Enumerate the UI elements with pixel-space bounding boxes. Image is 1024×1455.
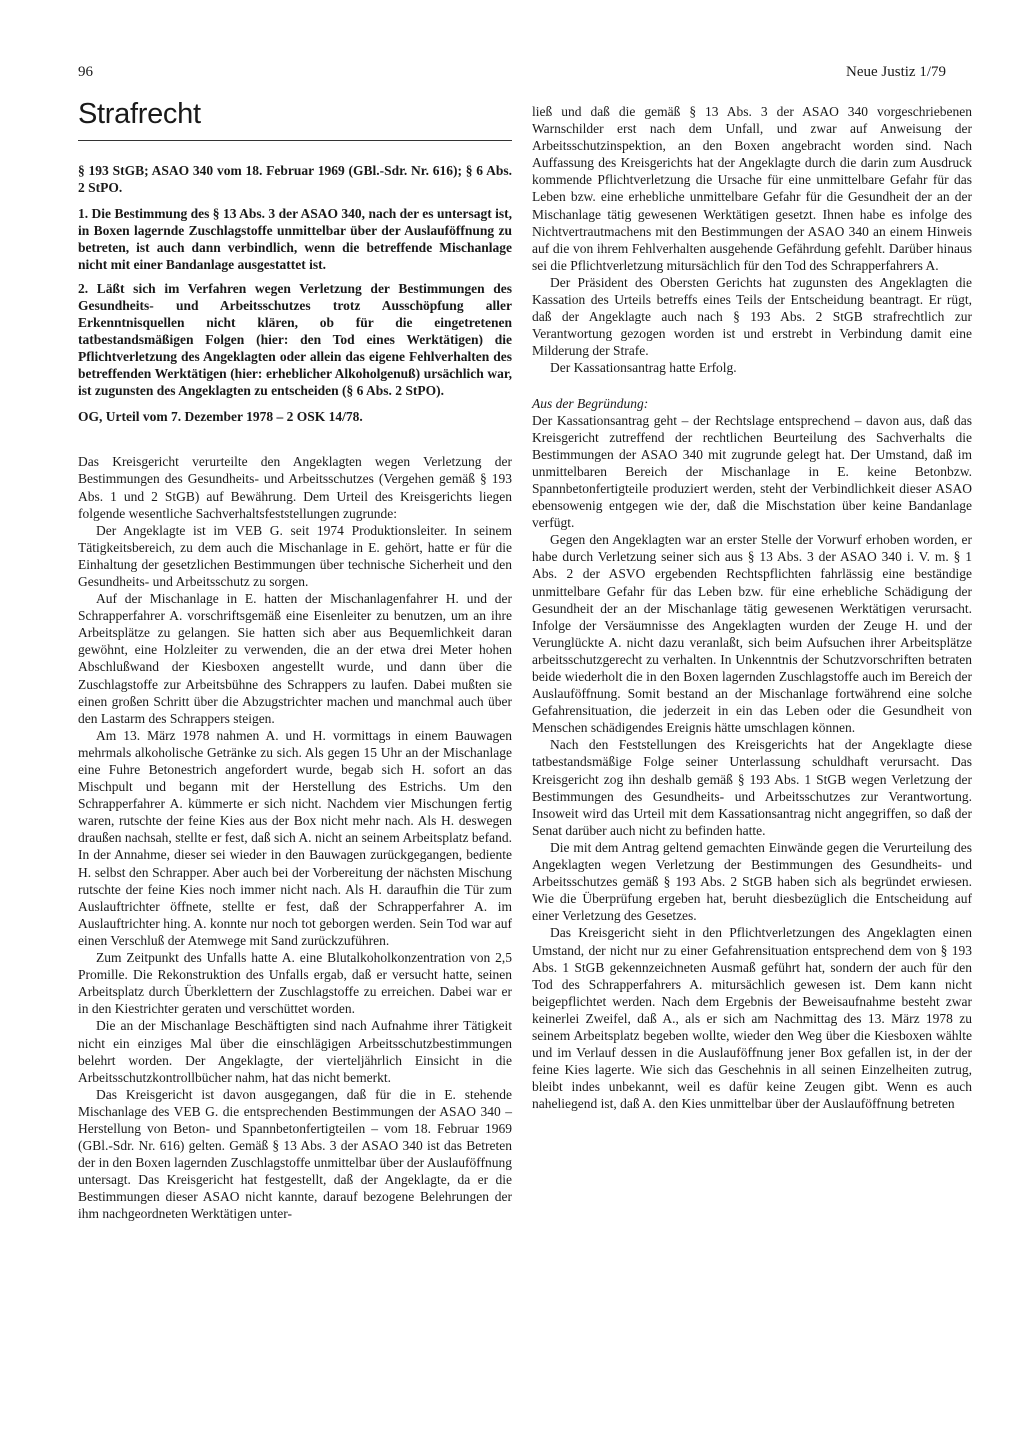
body-paragraph: Am 13. März 1978 nahmen A. und H. vormittags in einem Bauwagen mehrmals alkoholische Getränke zu sich. Als gegen 15 Uhr an der Mischanlage eine Fuhre Betonestrich angefordert wurde, begab sich H. sofort an das Mischpult und begann mit der Herstellung des Estrichs. Um den Schrapperfahrer A. kümmerte er sich nicht. Nachdem vier Mischungen fertig waren, rutschte der feine Kies aus der Box nicht mehr nach. Als H. deswegen draußen nachsah, stellte er fest, daß sich A. nicht an seinem Arbeitsplatz befand. In der Annahme, dieser sei wieder in den Bauwagen zurückgegangen, bediente H. selbst den Schrapper. Aber auch bei der Vorbereitung der nächsten Mischung rutschte der feine Kies noch immer nicht nach. Als H. daraufhin die Tür zum Auslauftrichter öffnete, stellte er fest, daß der Schrapperfahrer A. im Auslauftrichter hing. A. konnte nur noch tot geborgen werden. Sein Tod war auf einen Verschluß der Atemwege mit Sand zurückzuführen. <box>78 727 512 948</box>
legal-citation: § 193 StGB; ASAO 340 vom 18. Februar 1969 (GBl.-Sdr. Nr. 616); § 6 Abs. 2 StPO. <box>78 163 512 196</box>
body-paragraph: Das Kreisgericht sieht in den Pflichtverletzungen des Angeklagten einen Umstand, der nicht nur zu einer Gefahrensituation entsprechend dem von § 193 Abs. 1 StGB gekennzeichneten Ausmaß geführt hat, sondern der auch für den Tod des Schrapperfahrers A. mitursächlich gewesen ist. Dem kann nicht beigepflichtet werden. Nach dem Ergebnis der Beweisaufnahme besteht zwar keinerlei Zweifel, daß A., als er sich am Nachmittag des 13. März 1978 zu seinem Arbeitsplatz begeben wollte, wieder den Weg über die Kiesboxen wählte und im Verlauf dessen in die Auslauföffnung jener Box gefallen ist, in der der feine Kies lagerte. Wie sich das Geschehnis in all seinen Einzelheiten zutrug, bleibt indes unbekannt, weil es dafür keine Zeugen gibt. Wenn es auch naheliegend ist, daß A. den Kies unmittelbar über der Auslauföffnung betreten <box>532 925 972 1112</box>
body-paragraph: Die an der Mischanlage Beschäftigten sind nach Aufnahme ihrer Tätigkeit nicht ein einziges Mal über die einschlägigen Arbeitsschutzbestimmungen belehrt worden. Der Angeklagte, der vierteljährlich Einsicht in die Arbeitsschutzkontrollbücher nahm, hat das nicht bemerkt. <box>78 1018 512 1085</box>
body-paragraph: Auf der Mischanlage in E. hatten der Mischanlagenfahrer H. und der Schrapperfahrer A. vorschriftsgemäß eine Eisenleiter zu benutzen, um an ihre Arbeitsplätze zu gelangen. Sie hatten sich aber aus Bequemlichkeit daran gewöhnt, eine Holzleiter zu verwenden, die an der etwa drei Meter hohen Abschlußwand der Kiesboxen angestellt wurde, und dann über die Zuschlagstoffe zur Arbeitsbühne des Schrappers zu laufen. Dabei mußten sie einen großen Schritt über die Abzugstrichter machen und manchmal auch über den Lastarm des Schrappers steigen. <box>78 591 512 726</box>
body-paragraph: Der Präsident des Obersten Gerichts hat zugunsten des Angeklagten die Kassation des Urteils betreffs eines Teils der Entscheidung beantragt. Er rügt, daß der Angeklagte auch nach § 193 Abs. 2 StGB strafrechtlich zur Verantwortung gezogen worden ist und erstrebt in Verbindung damit eine Milderung der Strafe. <box>532 274 972 359</box>
page-number: 96 <box>78 64 93 80</box>
reasons-heading: Aus der Begründung: <box>532 395 649 411</box>
body-paragraph: Die mit dem Antrag geltend gemachten Einwände gegen die Verurteilung des Angeklagten wegen Verletzung der Bestimmungen des Gesundheits- und Arbeitsschutzes gemäß § 193 Abs. 2 StGB haben sich als begründet erwiesen. Wie die Überprüfung ergeben hat, beruht diesbezüglich die Entscheidung auf einer Verletzung des Gesetzes. <box>532 839 972 924</box>
body-paragraph: Gegen den Angeklagten war an erster Stelle der Vorwurf erhoben worden, er habe durch Verletzung seiner sich aus § 13 Abs. 3 der ASAO 340 i. V. m. § 1 Abs. 2 der ASVO ergebenden Rechtspflichten fahrlässig eine beständige unmittelbare Gefahr für das Leben bzw. für eine erhebliche Schädigung der Gesundheit der an der Mischanlage tätig gewesenen Werktätigen verursacht. Infolge der Versäumnisse des Angeklagten wurden der Zeuge H. und der Verunglückte A. nicht dazu veranlaßt, sich beim Aufsuchen ihrer Arbeitsplätze arbeitsschutzgerecht zu verhalten. In Unkenntnis der Schutzvorschriften betraten beide wiederholt die in den Boxen lagernden Zuschlagstoffe auch im Bereich der Auslauföffnung. Somit bestand an der Mischanlage fortwährend eine solche Gefahrensituation, die jederzeit in ein das Leben oder die Gesundheit von Menschen schädigendes Ereignis hätte umschlagen können. <box>532 532 972 736</box>
body-paragraph: Der Kassationsantrag hatte Erfolg. <box>550 360 737 376</box>
body-paragraph: Das Kreisgericht ist davon ausgegangen, daß für die in E. stehende Mischanlage des VEB G. die entsprechenden Bestimmungen der ASAO 340 – Herstellung von Beton- und Spannbetonfertigteilen – vom 18. Februar 1969 (GBl.-Sdr. Nr. 616) gelten. Gemäß § 13 Abs. 3 der ASAO 340 ist das Betreten der in den Boxen lagernden Zuschlagstoffe unmittelbar über der Auslauföffnung untersagt. Das Kreisgericht hat festgestellt, daß der Angeklagte, da er die Bestimmungen dieser ASAO nicht kannte, darauf bezogene Belehrungen der ihm nachgeordneten Werktätigen unter- <box>78 1086 513 1222</box>
section-title: Strafrecht <box>78 98 201 130</box>
body-paragraph: Das Kreisgericht verurteilte den Angeklagten wegen Verletzung der Bestimmungen des Gesundheits- und Arbeitsschutzes (Vergehen gemäß § 193 Abs. 1 und 2 StGB) auf Bewährung. Dem Urteil des Kreisgerichts liegen folgende wesentliche Sachverhaltsfeststellungen zugrunde: <box>78 454 512 521</box>
body-paragraph: Der Angeklagte ist im VEB G. seit 1974 Produktionsleiter. In seinem Tätigkeitsbereich, zu dem auch die Mischanlage in E. gehört, hatte er für die Einhaltung der gesetzlichen Bestimmungen über technische Sicherheit und den Gesundheits- und Arbeitsschutz zu sorgen. <box>78 522 512 589</box>
body-paragraph: Der Kassationsantrag geht – der Rechtslage entsprechend – davon aus, daß das Kreisgericht zutreffend der rechtlichen Beurteilung des Sachverhalts die Bestimmungen der ASAO 340 mit zugrunde gelegt hat. Der Umstand, daß im unmittelbaren Bereich der Mischanlage in E. keine Betonbzw. Spannbetonfertigteile produziert werden, steht der Verbindlichkeit dieser ASAO ebensowenig entgegen wie der, daß die Mischstation über keine Bandanlage verfügt. <box>532 412 972 531</box>
body-paragraph: ließ und daß die gemäß § 13 Abs. 3 der ASAO 340 vorgeschriebenen Warnschilder erst nach dem Unfall, und zwar auf Anweisung der Arbeitsschutzinspektion, an den Boxen angebracht worden sind. Nach Auffassung des Kreisgerichts hat der Angeklagte durch die darin zum Ausdruck kommende Pflichtverletzung die Ursache für eine unmittelbare Gefahr für das Leben bzw. eine erhebliche unmittelbare Gefahr für die Gesundheit der an der Mischanlage tätig gewesenen Werktätigen gesetzt. Ihnen habe es infolge des Nichtvertrautmachens mit den Bestimmungen der ASAO 340 an einem Hinweis auf die von ihrem Fehlverhalten ausgehende Gefährdung gefehlt. Darüber hinaus sei die Pflichtverletzung mitursächlich für den Tod des Schrapperfahrers A. <box>532 104 972 273</box>
principle-2: 2. Läßt sich im Verfahren wegen Verletzung der Bestimmungen des Gesundheits- und Arbeitsschutzes trotz Ausschöpfung aller Erkenntnisquellen nicht klären, ob für die eingetretenen tatbestandsmäßigen Folgen (hier: den Tod eines Werktätigen) die Pflichtverletzung des Angeklagten oder allein das eigene Fehlverhalten des betreffenden Werktätigen (hier: erheblicher Alkoholgenuß) ursächlich war, ist zugunsten des Angeklagten zu entscheiden (§ 6 Abs. 2 StPO). <box>78 280 512 399</box>
title-divider <box>78 140 512 141</box>
left-column <box>78 162 512 1223</box>
principle-1: 1. Die Bestimmung des § 13 Abs. 3 der ASAO 340, nach der es untersagt ist, in Boxen lagernde Zuschlagstoffe unmittelbar über der Auslauföffnung zu betreten, ist auch dann verbindlich, wenn die betreffende Mischanlage nicht mit einer Bandanlage ausgestattet ist. <box>78 206 512 273</box>
right-column <box>532 103 972 1112</box>
body-paragraph: Zum Zeitpunkt des Unfalls hatte A. eine Blutalkoholkonzentration von 2,5 Promille. Die Rekonstruktion des Unfalls ergab, daß er versucht hatte, seinen Arbeitsplatz durch Überklettern der Zuschlagstoffe zu erreichen. Dabei war er in den Kiestrichter geraten und verschüttet worden. <box>78 950 512 1017</box>
body-paragraph: Nach den Feststellungen des Kreisgerichts hat der Angeklagte diese tatbestandsmäßige Folge seiner Unterlassung schuldhaft verursacht. Das Kreisgericht zog ihn deshalb gemäß § 193 Abs. 1 StGB wegen Verletzung der Bestimmungen des Gesundheits- und Arbeitsschutzes zur Verantwortung. Insoweit wird das Urteil mit dem Kassationsantrag nicht angegriffen, so daß der Senat darüber auch nicht zu befinden hatte. <box>532 737 972 838</box>
journal-issue: Neue Justiz 1/79 <box>846 64 946 80</box>
court-decision: OG, Urteil vom 7. Dezember 1978 – 2 OSK 14/78. <box>78 409 363 425</box>
